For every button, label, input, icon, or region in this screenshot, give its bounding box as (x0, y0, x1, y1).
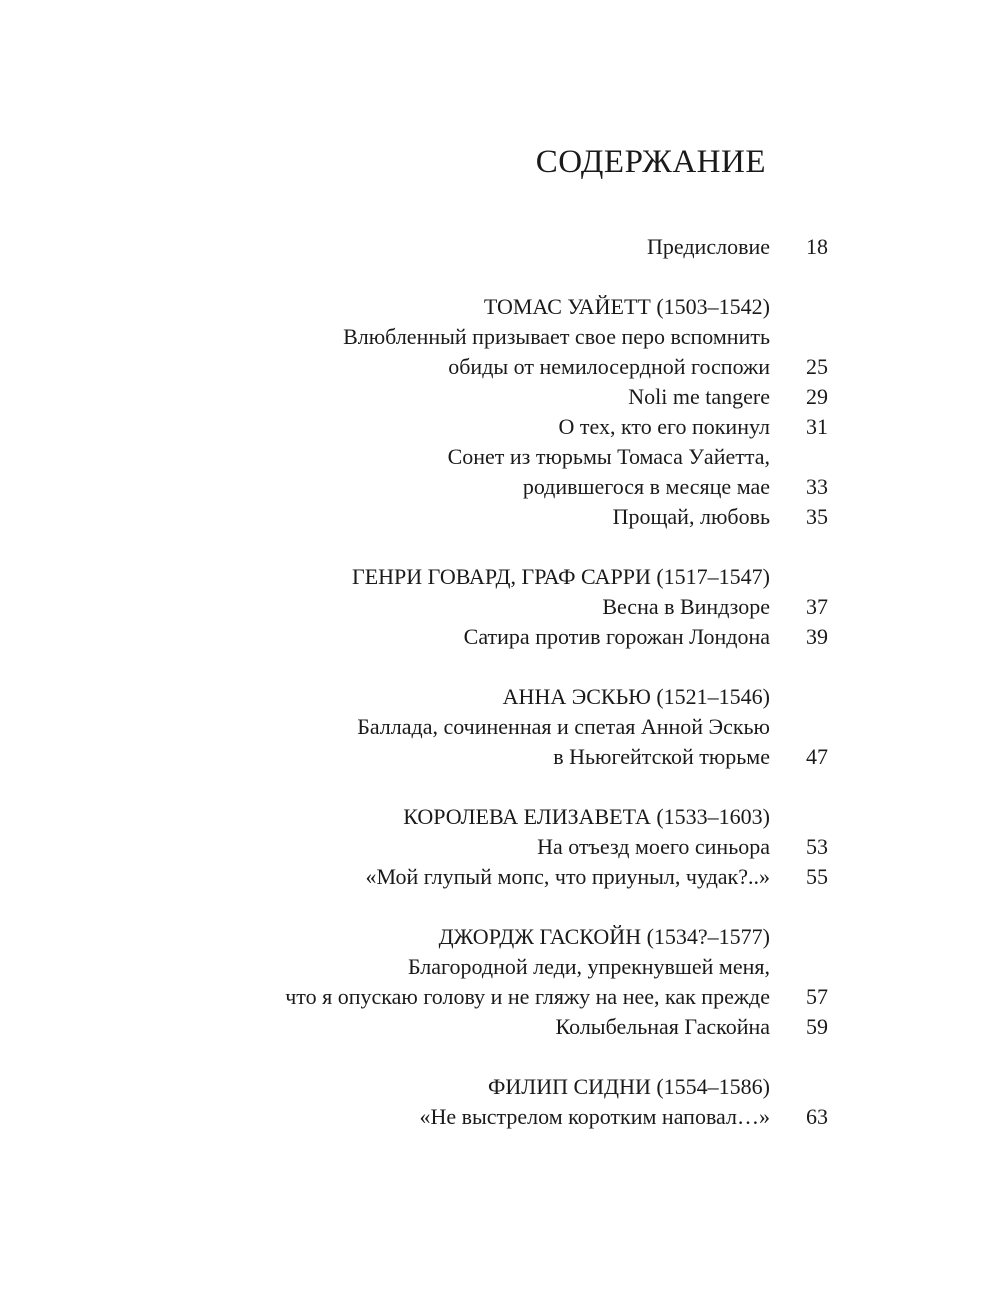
toc-section (0, 562, 1000, 652)
toc-entry[interactable] (0, 352, 1000, 382)
page-number: 33 (806, 474, 828, 499)
toc-section (0, 922, 1000, 1042)
author-heading: ФИЛИП СИДНИ (1554–1586) (488, 1074, 770, 1099)
author-heading: ДЖОРДЖ ГАСКОЙН (1534?–1577) (438, 924, 770, 949)
toc-entry[interactable] (0, 832, 1000, 862)
page-number: 57 (806, 984, 828, 1009)
entry-title: родившегося в месяце мае (522, 474, 770, 499)
entry-title: Noli me tangere (628, 384, 770, 409)
page-number: 31 (806, 414, 828, 439)
toc-section (0, 682, 1000, 772)
page-number: 53 (806, 834, 828, 859)
toc-entry[interactable] (0, 412, 1000, 442)
page-number: 55 (806, 864, 828, 889)
page-number: 63 (806, 1104, 828, 1129)
entry-title: что я опускаю голову и не гляжу на нее, как прежде (285, 984, 770, 1009)
toc-entry[interactable] (0, 1102, 1000, 1132)
toc-entry[interactable] (0, 502, 1000, 532)
entry-title: Сонет из тюрьмы Томаса Уайетта, (447, 444, 770, 469)
entry-title: в Ньюгейтской тюрьме (553, 744, 770, 769)
entry-title: Весна в Виндзоре (602, 594, 770, 619)
spacer (0, 1042, 1000, 1072)
toc-entry[interactable] (0, 382, 1000, 412)
toc-entry[interactable] (0, 472, 1000, 502)
entry-title: Предисловие (647, 234, 770, 259)
toc-entry[interactable] (0, 592, 1000, 622)
toc-entry[interactable] (0, 1012, 1000, 1042)
toc-section (0, 802, 1000, 892)
toc-entry[interactable] (0, 982, 1000, 1012)
toc-entry-line[interactable] (0, 322, 1000, 352)
page-number: 25 (806, 354, 828, 379)
toc-entry-preface[interactable] (0, 232, 1000, 262)
spacer (0, 532, 1000, 562)
spacer (0, 652, 1000, 682)
spacer (0, 772, 1000, 802)
entry-title: Колыбельная Гаскойна (555, 1014, 770, 1039)
author-heading: КОРОЛЕВА ЕЛИЗАВЕТА (1533–1603) (403, 804, 770, 829)
entry-title: обиды от немилосердной госпожи (448, 354, 770, 379)
entry-title: Прощай, любовь (612, 504, 770, 529)
section-author (0, 562, 1000, 592)
entry-title: «Не выстрелом коротким наповал…» (419, 1104, 770, 1129)
spacer (0, 892, 1000, 922)
spacer (0, 262, 1000, 292)
entry-title: На отъезд моего синьора (537, 834, 770, 859)
section-author (0, 292, 1000, 322)
section-author (0, 1072, 1000, 1102)
author-heading: ТОМАС УАЙЕТТ (1503–1542) (483, 294, 770, 319)
toc-entry[interactable] (0, 742, 1000, 772)
page-number: 59 (806, 1014, 828, 1039)
page-number: 47 (806, 744, 828, 769)
entry-title: Благородной леди, упрекнувшей меня, (407, 954, 770, 979)
toc-entry-line[interactable] (0, 952, 1000, 982)
author-heading: ГЕНРИ ГОВАРД, ГРАФ САРРИ (1517–1547) (352, 564, 770, 589)
entry-title: Баллада, сочиненная и спетая Анной Эскью (357, 714, 770, 739)
entry-title: «Мой глупый мопс, что приуныл, чудак?..» (365, 864, 770, 889)
page-number: 39 (806, 624, 828, 649)
page-number: 37 (806, 594, 828, 619)
entry-title: О тех, кто его покинул (558, 414, 770, 439)
author-heading: АННА ЭСКЬЮ (1521–1546) (502, 684, 770, 709)
page-title: СОДЕРЖАНИЕ (535, 144, 766, 180)
table-of-contents (0, 232, 1000, 1132)
toc-section (0, 1072, 1000, 1132)
section-author (0, 802, 1000, 832)
toc-section (0, 292, 1000, 532)
page-number: 29 (806, 384, 828, 409)
toc-entry[interactable] (0, 622, 1000, 652)
section-author (0, 922, 1000, 952)
entry-title: Сатира против горожан Лондона (463, 624, 770, 649)
page-number: 35 (806, 504, 828, 529)
toc-entry-line[interactable] (0, 442, 1000, 472)
toc-entry-line[interactable] (0, 712, 1000, 742)
page-number: 18 (806, 234, 828, 259)
entry-title: Влюбленный призывает свое перо вспомнить (343, 324, 770, 349)
toc-entry[interactable] (0, 862, 1000, 892)
section-author (0, 682, 1000, 712)
